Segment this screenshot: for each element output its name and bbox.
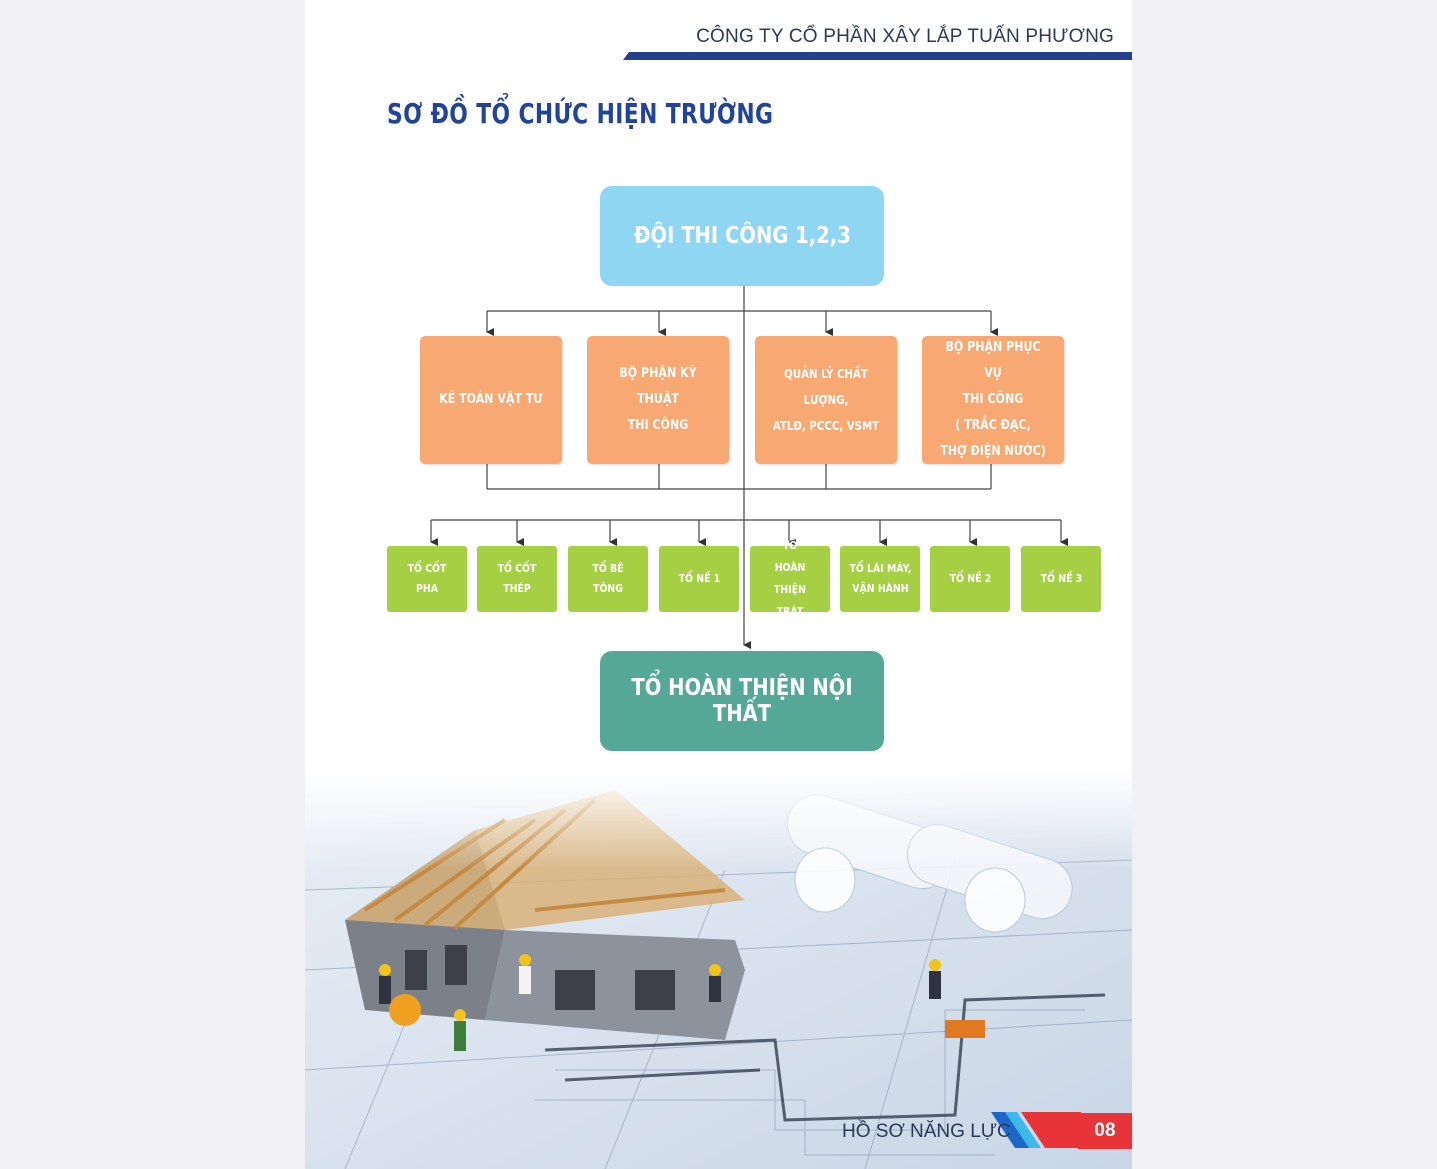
team-label: TỔ BÊ TÔNG — [592, 562, 624, 595]
brochure-page — [305, 0, 1132, 1169]
org-node-interior-finishing — [600, 651, 884, 751]
team-plastering — [750, 539, 830, 618]
dept-label: KẾ TOÁN VẬT TƯ — [439, 392, 543, 407]
team-masonry-1 — [659, 546, 739, 612]
footer-label: HỒ SƠ NĂNG LỰC — [842, 1121, 1011, 1142]
dept-quality-safety — [755, 336, 897, 464]
dept-label: QUẢN LÝ CHẤT LƯỢNG, ATLĐ, PCCC, VSMT — [772, 367, 880, 433]
dept-accounting — [420, 336, 562, 464]
team-label: TỔ LÁI MÁY, VẬN HÀNH — [849, 562, 911, 595]
team-label: TỔ CỐT THÉP — [497, 562, 537, 595]
org-node-label: ĐỘI THI CÔNG 1,2,3 — [633, 223, 851, 249]
company-name: CÔNG TY CỔ PHẦN XÂY LẮP TUẤN PHƯƠNG — [696, 26, 1114, 47]
org-node-construction-team — [600, 186, 884, 286]
team-masonry-2 — [930, 546, 1010, 612]
team-concrete — [568, 546, 648, 612]
dept-label: BỘ PHẬN KỸ THUẬT THI CÔNG — [619, 366, 697, 433]
team-formwork — [387, 546, 467, 612]
page-number: 08 — [1078, 1113, 1132, 1149]
dept-service — [922, 336, 1064, 464]
page-title: SƠ ĐỒ TỔ CHỨC HIỆN TRƯỜNG — [387, 97, 774, 130]
team-rebar — [477, 546, 557, 612]
team-masonry-3 — [1021, 546, 1101, 612]
team-label: TỔ NỀ 1 — [678, 572, 720, 585]
team-label: TỔ NỀ 2 — [949, 572, 991, 585]
org-node-label: TỔ HOÀN THIỆN NỘI THẤT — [631, 675, 853, 727]
team-label: TỔ HOÀN THIỆN TRÁT — [774, 539, 806, 618]
team-label: TỔ CỐT PHA — [407, 562, 447, 595]
dept-label: BỘ PHẬN PHỤC VỤ THI CÔNG ( TRẮC ĐẠC, THỢ ĐIỆN NƯỚC) — [940, 340, 1046, 459]
team-label: TỔ NỀ 3 — [1040, 572, 1082, 585]
dept-technical — [587, 336, 729, 464]
team-machine-operators — [840, 546, 920, 612]
